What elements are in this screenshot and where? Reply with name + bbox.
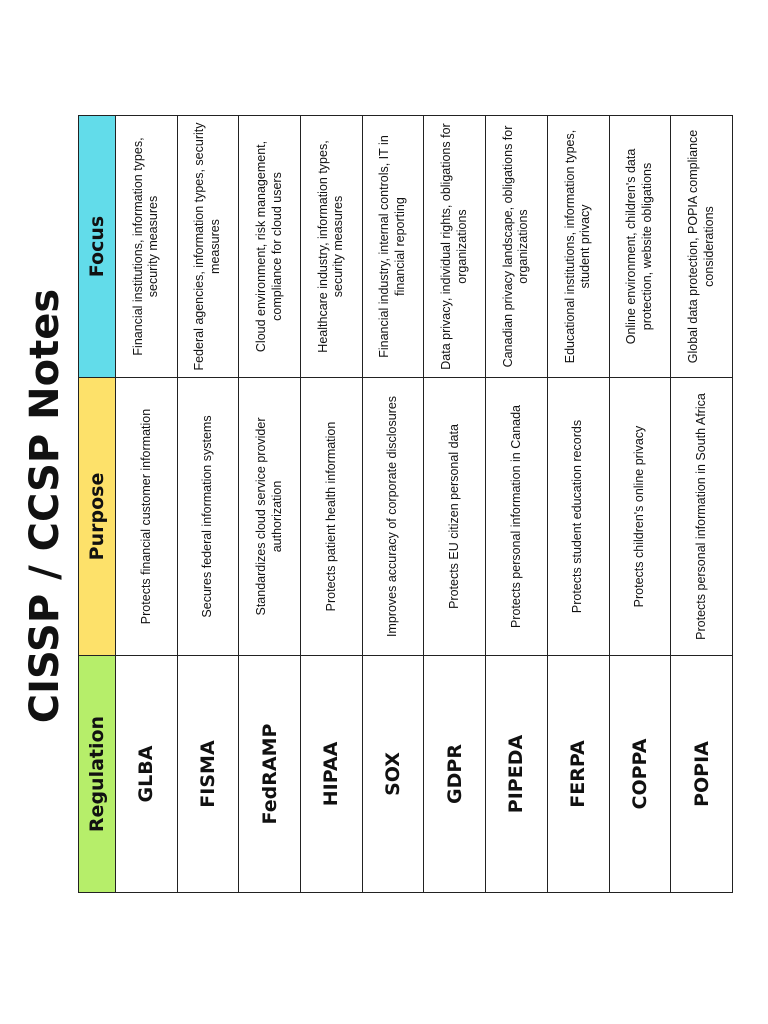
table-row [239, 116, 301, 893]
focus-cell: Healthcare industry, information types, security measures [301, 116, 363, 378]
table-row [177, 116, 239, 893]
focus-cell: Online environment, children's data protection, website obligations [609, 116, 671, 378]
table-header-row [79, 116, 116, 893]
regulation-cell: SOX [362, 656, 424, 893]
regulation-cell: GDPR [424, 656, 486, 893]
regulation-cell: FISMA [177, 656, 239, 893]
regulation-cell: PIPEDA [486, 656, 548, 893]
focus-cell: Financial institutions, information types, security measures [116, 116, 178, 378]
regulation-cell: FedRAMP [239, 656, 301, 893]
focus-cell: Global data protection, POPIA compliance considerations [671, 116, 733, 378]
purpose-cell: Protects personal information in South Africa [671, 378, 733, 656]
purpose-cell: Protects children's online privacy [609, 378, 671, 656]
regulations-table [78, 115, 733, 893]
purpose-cell: Standardizes cloud service provider authorization [239, 378, 301, 656]
purpose-cell: Improves accuracy of corporate disclosures [362, 378, 424, 656]
table-row [116, 116, 178, 893]
table-row [301, 116, 363, 893]
regulation-cell: POPIA [671, 656, 733, 893]
header-regulation: Regulation [79, 656, 116, 893]
focus-cell: Data privacy, individual rights, obligations for organizations [424, 116, 486, 378]
table-row [362, 116, 424, 893]
regulation-cell: GLBA [116, 656, 178, 893]
focus-cell: Educational institutions, information types, student privacy [547, 116, 609, 378]
page-title: CISSP / CCSP Notes [22, 288, 68, 724]
purpose-cell: Protects EU citizen personal data [424, 378, 486, 656]
regulation-cell: FERPA [547, 656, 609, 893]
regulation-cell: HIPAA [301, 656, 363, 893]
purpose-cell: Protects personal information in Canada [486, 378, 548, 656]
focus-cell: Financial industry, internal controls, IT in financial reporting [362, 116, 424, 378]
focus-cell: Canadian privacy landscape, obligations for organizations [486, 116, 548, 378]
purpose-cell: Secures federal information systems [177, 378, 239, 656]
header-purpose: Purpose [79, 378, 116, 656]
header-focus: Focus [79, 116, 116, 378]
table-row [609, 116, 671, 893]
rotated-page [0, 119, 768, 893]
regulation-cell: COPPA [609, 656, 671, 893]
table-row [486, 116, 548, 893]
table-row [547, 116, 609, 893]
focus-cell: Cloud environment, risk management, compliance for cloud users [239, 116, 301, 378]
purpose-cell: Protects financial customer information [116, 378, 178, 656]
purpose-cell: Protects patient health information [301, 378, 363, 656]
table-row [671, 116, 733, 893]
focus-cell: Federal agencies, information types, security measures [177, 116, 239, 378]
table-row [424, 116, 486, 893]
purpose-cell: Protects student education records [547, 378, 609, 656]
